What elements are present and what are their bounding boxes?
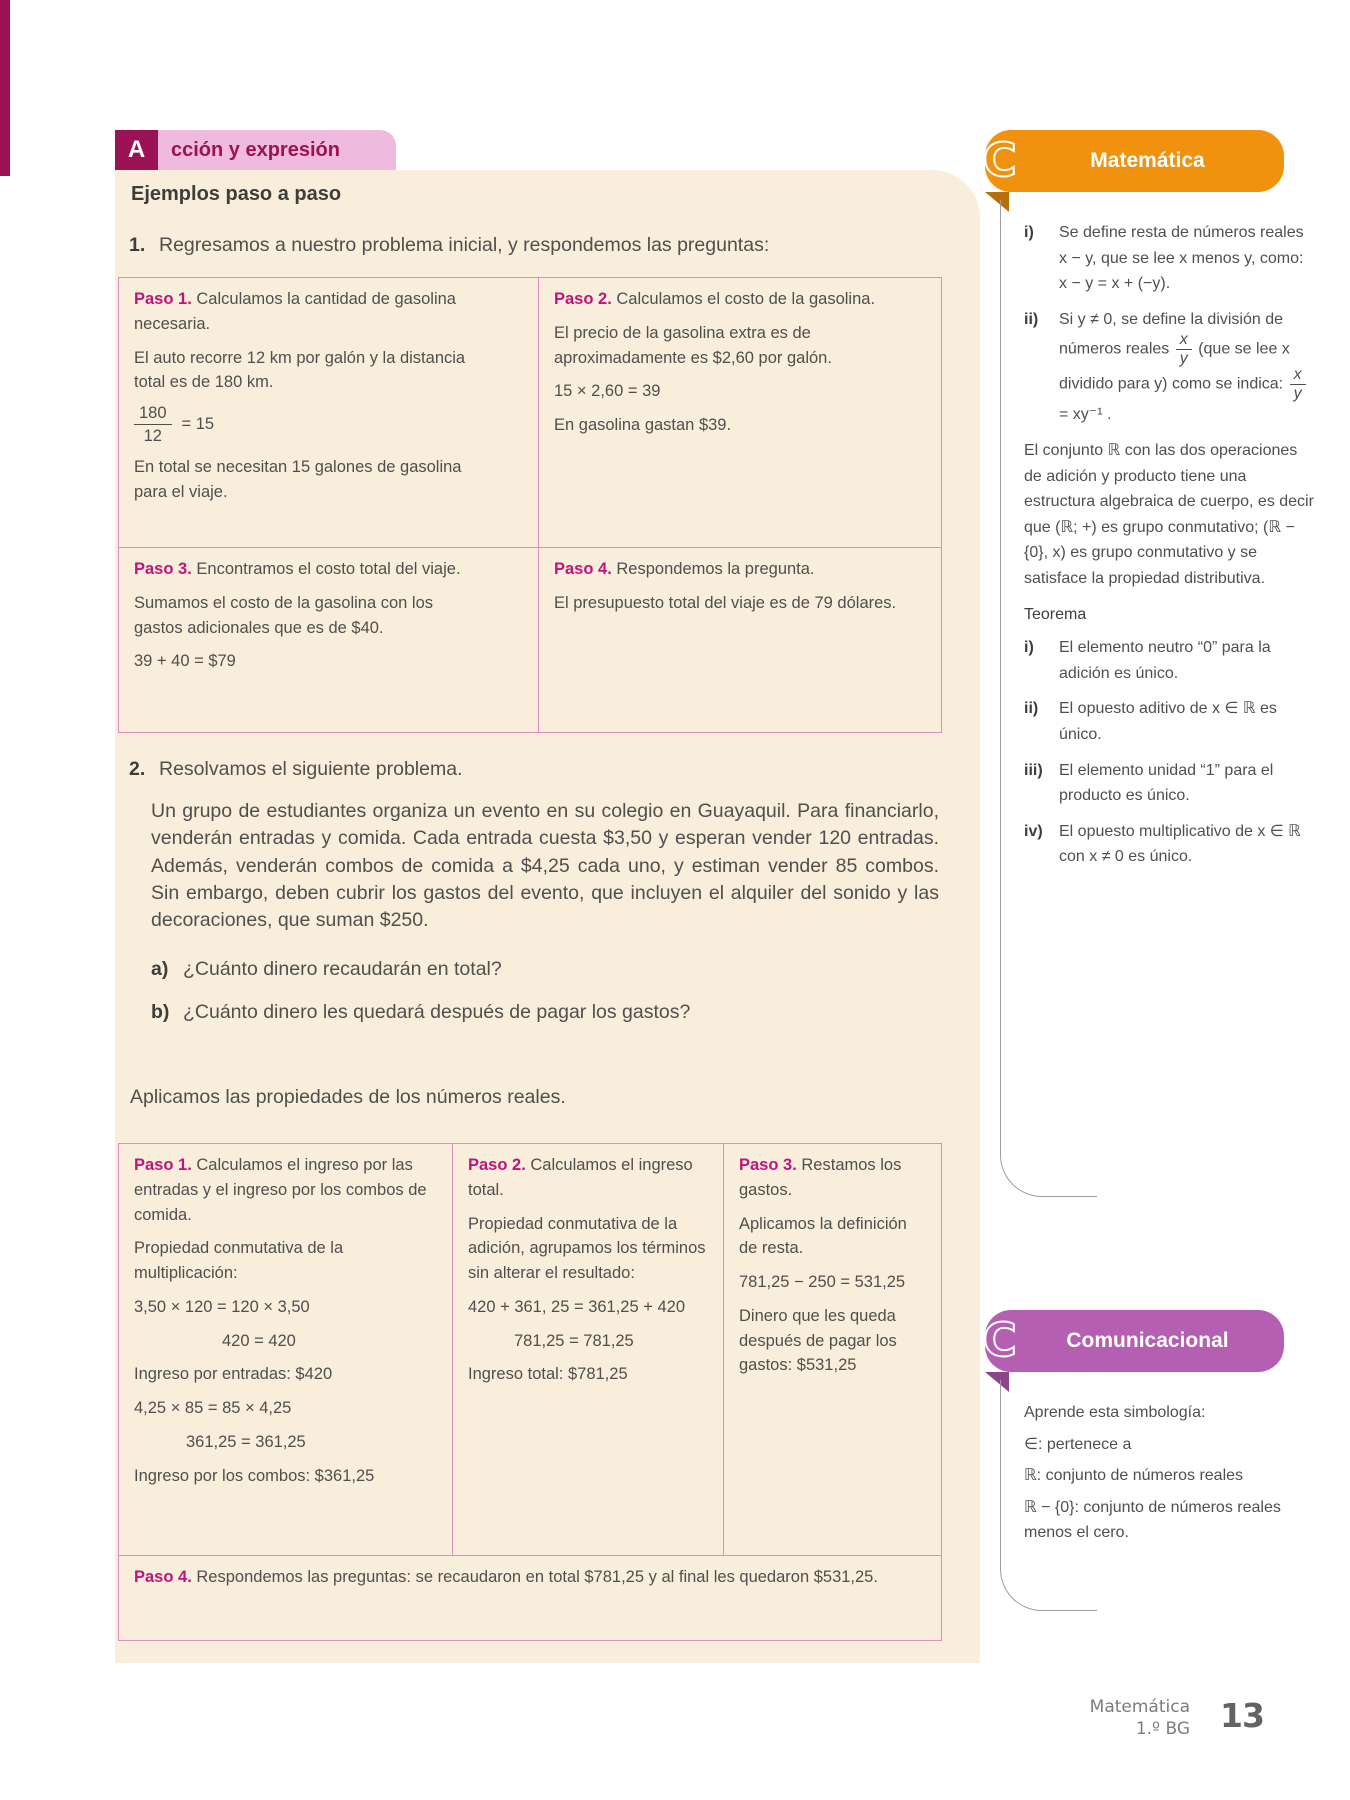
roman-numeral: iii) [1024,761,1043,779]
paso-3-cell [723,1144,941,1555]
question-label: a) [151,958,169,980]
paso-body: Dinero que les queda después de pagar los gastos: $531,25 [739,1306,897,1375]
paso-body: El auto recorre 12 km por galón y la distancia total es de 180 km. [134,348,466,392]
paso-2-cell [452,1144,723,1555]
list-item-1 [129,234,959,257]
paso-equation: 781,25 = 781,25 [514,1331,634,1350]
fraction: $\frac{x}{y}$ [1290,367,1306,402]
paso-body: Ingreso por los combos: $361,25 [134,1466,375,1485]
paso-title: Paso 1. Calculamos la cantidad de gasolina necesaria. [134,290,456,333]
paso-label: Paso 4. [134,1568,192,1586]
question-b [151,1001,931,1024]
paso-title: Paso 4. Respondemos las preguntas: se recaudaron en total $781,25 y al final les quedaron $531,25. [134,1568,878,1586]
content-panel [115,170,980,1663]
sidebar-item-i [1024,220,1314,297]
sidebar-item-text: El elemento unidad “1” para el producto es único. [1059,761,1274,805]
paso-equation: 420 + 361, 25 = 361,25 + 420 [468,1297,685,1316]
teorema-item-i [1024,635,1314,686]
paso-4-row [119,1555,941,1640]
sidebar-item-ii [1024,307,1314,428]
paso-equation: 3,50 × 120 = 120 × 3,50 [134,1297,310,1316]
paso-equation: 420 = 420 [222,1331,296,1350]
roman-numeral: ii) [1024,700,1039,718]
paso-equation: 361,25 = 361,25 [186,1432,306,1451]
paso-note: En total se necesitan 15 galones de gasolina para el viaje. [134,458,462,502]
paso-1-cell [119,1144,452,1555]
item-number: 1. [129,234,146,256]
list-item-2 [129,758,959,781]
paso-label: Paso 1. [134,290,192,308]
sidebar-item-text: El elemento neutro “0” para la adición es único. [1059,639,1271,682]
question-text: ¿Cuánto dinero recaudarán en total? [183,958,502,980]
sidebar-matematica [985,130,1335,1197]
section-title: Ejemplos paso a paso [131,183,342,205]
paso-label: Paso 2. [468,1156,526,1174]
matematica-card [1000,200,1320,1197]
paso-title: Paso 3. Encontramos el costo total del viaje. [134,560,461,578]
steps-table-2 [118,1143,942,1641]
left-accent-bar [0,0,10,176]
c-ribbon-icon: C [983,1313,1017,1367]
tab-label: cción y expresión [158,130,396,170]
footer-grade: 1.º BG [1135,1719,1190,1740]
paso-3-cell [119,547,538,732]
paso-label: Paso 1. [134,1156,192,1174]
paso-title: Paso 3. Restamos los gastos. [739,1156,902,1199]
c-ribbon-icon: C [983,133,1017,187]
matematica-header [985,130,1284,192]
paso-label: Paso 4. [554,560,612,578]
fraction: $\frac{180}{12}$ [134,404,172,445]
symbology-line: ℝ: conjunto de números reales [1024,1467,1244,1485]
footer [1040,1696,1264,1740]
symbology-line: ℝ − {0}: conjunto de números reales menos el cero. [1024,1498,1281,1542]
teorema-item-ii [1024,696,1314,747]
paso-title: Paso 2. Calculamos el costo de la gasolina. [554,290,876,308]
paso-body: Ingreso total: $781,25 [468,1365,628,1384]
paso-body: Propiedad conmutativa de la multiplicación: [134,1239,344,1282]
page-number: 13 [1220,1696,1264,1735]
paso-body: El precio de la gasolina extra es de aproximadamente es $2,60 por galón. [554,323,832,367]
teorema-item-iii [1024,758,1314,809]
paso-equation: 39 + 40 = $79 [134,652,236,671]
apply-properties-text: Aplicamos las propiedades de los números reales. [130,1086,566,1108]
paso-body: Sumamos el costo de la gasolina con los gastos adicionales que es de $40. [134,593,433,637]
sidebar-item-text: El opuesto multiplicativo de x ∈ ℝ con x ≠ 0 es único. [1059,822,1301,866]
fraction-equation: $\frac{180}{12}$ = 15 [134,404,466,445]
paso-equation: 15 × 2,60 = 39 [554,382,661,401]
paso-4-cell [538,547,941,732]
paso-body: Aplicamos la definición de resta. [739,1214,907,1258]
paso-equation: 781,25 − 250 = 531,25 [739,1273,906,1291]
comunicacional-header [985,1310,1284,1372]
paso-equation: 4,25 × 85 = 85 × 4,25 [134,1399,292,1417]
footer-course: Matemática [1089,1697,1190,1717]
roman-numeral: i) [1024,224,1034,241]
teorema-title: Teorema [1024,605,1087,623]
symbology-line: ∈: pertenece a [1024,1435,1132,1453]
question-a [151,958,931,981]
roman-numeral: ii) [1024,310,1039,328]
sidebar-item-text: Si y ≠ 0, se define la división de números reales $\frac{x}{y}$ (que se lee x dividido para y) como se indica: $\frac{x}{y}$ = xy⁻¹ . [1059,307,1314,428]
sidebar-paragraph: El conjunto ℝ con las dos operaciones de adición y producto tiene una estructura algebraica de cuerpo, es decir que (ℝ; +) es grupo conmutativo; (ℝ − {0}, x) es grupo conmutativo y se satisface la propiedad distributiva. [1024,441,1314,587]
sidebar-item-text: Se define resta de números reales x − y, que se lee x menos y, como: x − y = x + (−y). [1059,224,1304,293]
paso-title: Paso 2. Calculamos el ingreso total. [468,1156,693,1199]
steps-table-1 [118,277,942,733]
paso-title: Paso 1. Calculamos el ingreso por las entradas y el ingreso por los combos de comida. [134,1156,427,1224]
paso-body: Ingreso por entradas: $420 [134,1365,333,1384]
section-tab [115,130,396,170]
problem-paragraph: Un grupo de estudiantes organiza un evento en su colegio en Guayaquil. Para financiarlo, venderán entradas y comida. Cada entrada cuesta $3,50 y esperan vender 120 entradas. Además, venderán combos de comida a $4,25 cada uno, y estiman vender 85 combos. Sin embargo, deben cubrir los gastos del evento, que incluyen el alquiler del sonido y las decoraciones, que suman $250. [151,800,939,932]
paso-2-cell [538,278,941,547]
paso-note: En gasolina gastan $39. [554,416,732,434]
comunicacional-title: Comunicacional [1066,1329,1229,1352]
roman-numeral: i) [1024,639,1034,657]
sidebar-item-text: El opuesto aditivo de x ∈ ℝ es único. [1059,700,1277,743]
paso-title: Paso 4. Respondemos la pregunta. [554,560,815,578]
footer-course-block [1040,1696,1190,1740]
paso-label: Paso 2. [554,290,612,308]
paso-1-cell [119,278,538,547]
sidebar-comunicacional [985,1310,1335,1611]
paso-label: Paso 3. [134,560,192,578]
item-text: Regresamos a nuestro problema inicial, y respondemos las preguntas: [159,234,770,256]
question-label: b) [151,1001,170,1023]
symbology-intro: Aprende esta simbología: [1024,1404,1206,1421]
tab-letter: A [115,130,158,170]
comunicacional-card [1000,1380,1320,1611]
paso-body: El presupuesto total del viaje es de 79 dólares. [554,593,897,612]
roman-numeral: iv) [1024,822,1043,840]
paso-label: Paso 3. [739,1156,797,1174]
item-text: Resolvamos el siguiente problema. [159,758,463,780]
teorema-item-iv [1024,819,1314,870]
question-text: ¿Cuánto dinero les quedará después de pagar los gastos? [183,1001,691,1023]
matematica-title: Matemática [1090,149,1205,172]
paso-body: Propiedad conmutativa de la adición, agrupamos los términos sin alterar el resultado: [468,1214,706,1282]
item-number: 2. [129,758,146,780]
fraction: $\frac{x}{y}$ [1176,332,1192,367]
